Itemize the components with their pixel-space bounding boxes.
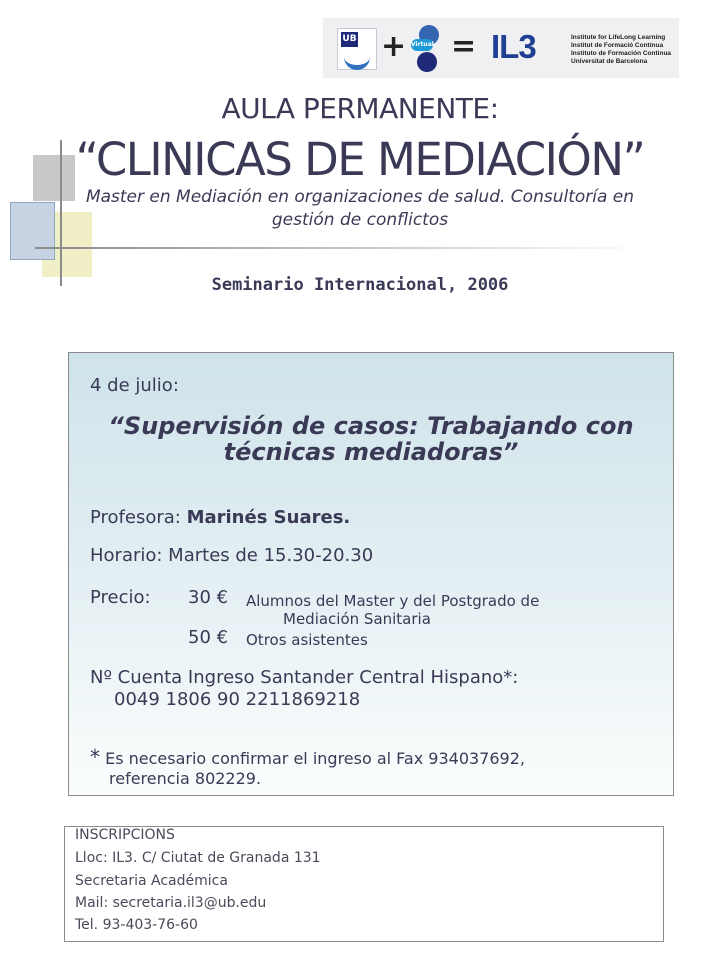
note-asterisk: * [90,745,100,769]
il3-logo: IL3 [491,28,536,65]
profesora-label: Profesora: [90,507,187,528]
decorative-gray-square [33,155,75,201]
precio1-desc-line1: Alumnos del Master y del Postgrado de [246,592,540,610]
il3-line: Institut de Formació Contínua [571,42,664,49]
precio1-description [246,592,646,628]
il3-line: Institute for LifeLong Learning [571,34,666,41]
il3-institute-names [571,34,671,66]
cuenta-bancaria [90,667,518,711]
inscripcions-secretaria: Secretaria Académica [75,873,228,889]
decorative-horizontal-line [35,247,645,249]
virtual-logo-circle-bottom [417,52,437,72]
cuenta-number: 0049 1806 90 2211869218 [114,689,361,710]
session-info-box [68,352,674,796]
seminar-heading: Seminario Internacional, 2006 [211,275,509,295]
session-title: “Supervisión de casos: Trabajando con técnicas mediadoras” [108,412,634,466]
profesora-row [90,507,350,528]
il3-line: Instituto de Formación Continua [571,50,672,57]
ub-logo [337,28,377,70]
decorative-blue-square [10,202,55,260]
equals-sign: = [451,29,477,64]
session-date: 4 de julio: [90,375,179,396]
note-line1: Es necesario confirmar el ingreso al Fax 934037692, [105,749,525,768]
plus-sign: + [381,29,407,64]
cuenta-label: Nº Cuenta Ingreso Santander Central Hispano*: [90,667,519,688]
heading-subtitle: Master en Mediación en organizaciones de salud. Consultoría en gestión de conflictos [85,187,635,230]
profesora-name: Marinés Suares. [186,507,351,528]
horario-row: Horario: Martes de 15.30-20.30 [90,545,374,566]
precio2-description: Otros asistentes [246,631,368,649]
il3-line: Universitat de Barcelona [571,58,648,65]
precio-label: Precio: [90,587,151,608]
ub-virtual-logo [409,25,445,73]
precio-row [90,587,229,608]
virtual-logo-label: Virtual [411,39,433,51]
precio2-amount: 50 € [188,627,229,648]
precio1-amount: 30 € [188,587,229,608]
decorative-vertical-line [60,140,62,286]
heading-clinicas-de-mediacion: “CLINICAS DE MEDIACIÓN” [75,133,645,186]
precio1-desc-line2: Mediación Sanitaria [283,610,431,628]
inscripcions-mail: Mail: secretaria.il3@ub.edu [75,895,267,911]
inscripcions-box [64,826,664,942]
inscripcions-lloc: Lloc: IL3. C/ Ciutat de Granada 131 [75,850,321,866]
inscripcions-tel: Tel. 93-403-76-60 [75,917,198,933]
logo-bar [323,18,679,78]
confirmation-note [90,747,525,789]
inscripcions-heading: INSCRIPCIONS [75,827,175,843]
ub-logo-wave [344,49,370,70]
note-line2: referencia 802229. [109,769,262,788]
heading-aula-permanente: AULA PERMANENTE: [221,92,499,125]
ub-logo-mark: UB [341,32,358,47]
